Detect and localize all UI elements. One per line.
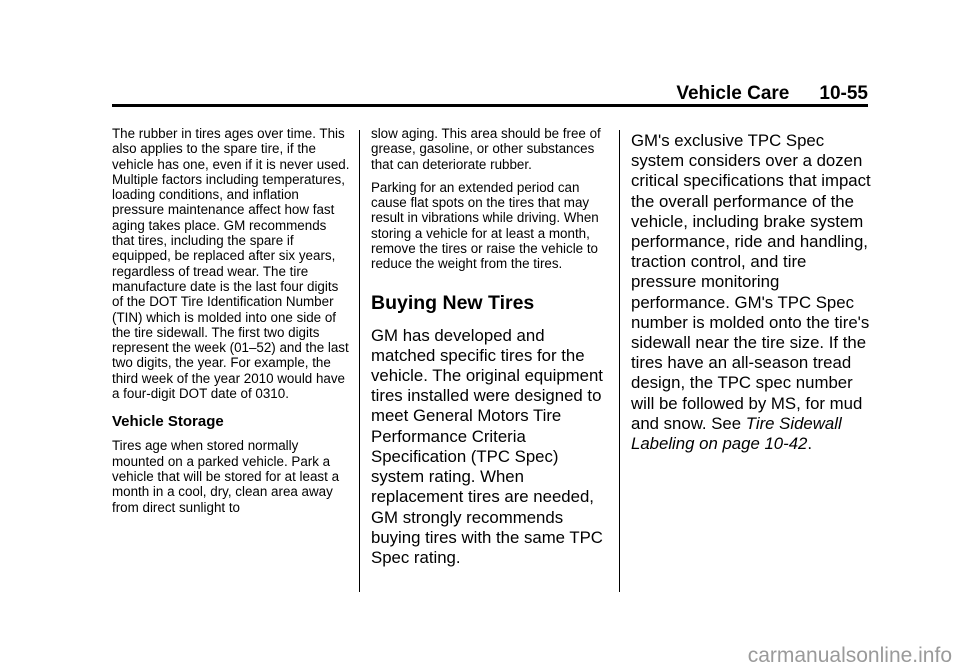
column-3: [631, 126, 871, 454]
tpc-spec-system-text: GM's exclusive TPC Spec system considers over a dozen critical specifications that impact the overall performance of the vehicle, including brake system performance, ride and handling, traction control, and tire pressure monitoring performance. GM's TPC Spec number is molded onto the tire's sidewall near the tire size. If the tires have an all-season tread design, the TPC spec number will be followed by MS, for mud and snow. See: [631, 131, 871, 433]
flat-spots-paragraph: Parking for an extended period can cause flat spots on the tires that may result in vibrations while driving. When storing a vehicle for at least a month, remove the tires or raise the vehicle to reduce the weight from the tires.: [371, 179, 599, 272]
xref-period: .: [807, 434, 813, 454]
tire-sidewall-labeling-link[interactable]: Tire Sidewall Labeling on page 10-42: [631, 413, 842, 454]
buying-new-tires-heading: Buying New Tires: [371, 291, 535, 314]
column-divider-1: [359, 130, 360, 592]
section-title: Vehicle Care: [676, 83, 790, 104]
column-divider-2: [619, 130, 620, 592]
vehicle-storage-heading: Vehicle Storage: [112, 413, 224, 431]
tire-aging-paragraph: The rubber in tires ages over time. This also applies to the spare tire, if the vehicle has one, even if it is never used. Multiple factors including temperatures, loading conditions, and inflation pressure maintenance affect how fast aging takes place. GM recommends that tires, including the spare if equipped, be replaced after six years, regardless of tread wear. The tire manufacture date is the last four digits of the DOT Tire Identification Number (TIN) which is molded into one side of the tire sidewall. The first two digits represent the week (01–52) and the last two digits, the year. For example, the third week of the year 2010 would have a four-digit DOT date of 0310.: [112, 126, 350, 402]
page-number: 10-55: [819, 83, 868, 104]
storage-continued-paragraph: slow aging. This area should be free of grease, gasoline, or other substances that can deteriorate rubber.: [371, 126, 601, 172]
page-header: [112, 82, 868, 106]
watermark: carmanualsonline.info: [747, 644, 952, 667]
column-2: [371, 126, 609, 568]
tpc-spec-paragraph: GM has developed and matched specific tires for the vehicle. The original equipment tires installed were designed to meet General Motors Tire Performance Criteria Specification (TPC Spec) system rating. When replacement tires are needed, GM strongly recommends buying tires with the same TPC Spec rating.: [371, 325, 603, 567]
header-rule: [112, 104, 868, 107]
vehicle-storage-paragraph: Tires age when stored normally mounted on a parked vehicle. Park a vehicle that will be stored for at least a month in a cool, dry, clean area away from direct sunlight to: [112, 438, 340, 515]
header-title: [676, 82, 868, 106]
column-1: [112, 126, 350, 515]
tpc-spec-system-paragraph: [631, 131, 871, 454]
